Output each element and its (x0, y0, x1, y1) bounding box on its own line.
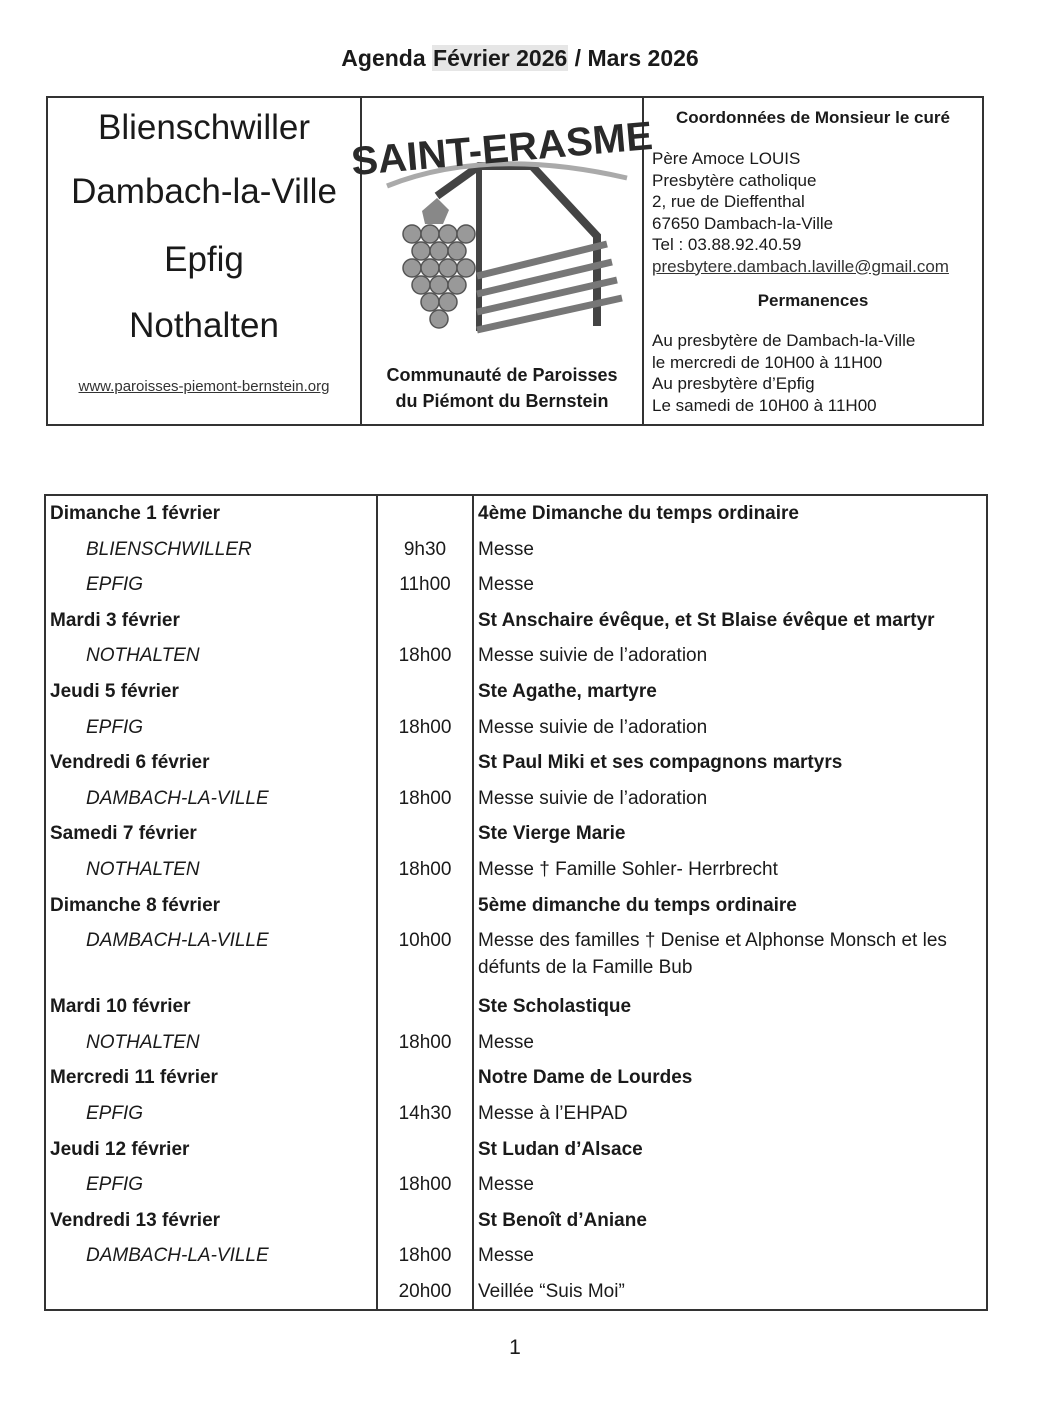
day-row (45, 495, 987, 532)
title-prefix: Agenda (341, 45, 433, 71)
service-cell: Messe (478, 538, 534, 560)
time-cell: 18h00 (377, 781, 473, 817)
mass-row (45, 1025, 987, 1061)
permanences-heading: Permanences (757, 291, 869, 310)
liturgy-cell: Ste Agathe, martyre (478, 680, 657, 702)
service-cell: Messe suivie de l’adoration (478, 716, 708, 738)
time-cell: 18h00 (377, 1238, 473, 1274)
mass-row (45, 1167, 987, 1203)
town-name: Nothalten (129, 306, 279, 345)
time-cell: 18h00 (377, 852, 473, 888)
mass-row (45, 567, 987, 603)
date-cell: Mercredi 11 février (45, 1060, 377, 1096)
date-cell: Jeudi 12 février (45, 1132, 377, 1168)
saint-erasme-logo (349, 106, 655, 351)
time-cell: 9h30 (377, 532, 473, 568)
day-row (45, 888, 987, 924)
date-cell: Vendredi 13 février (45, 1203, 377, 1239)
time-cell: 18h00 (377, 1167, 473, 1203)
mass-row (45, 1096, 987, 1132)
priest-contact: Père Amoce LOUIS Presbytère catholique 2, rue de Dieffenthal 67650 Dambach-la-Ville Tel : 03.88.92.40.59 presbytere.dambach.laville@gmail.com (652, 149, 949, 276)
page-number: 1 (509, 1336, 521, 1359)
time-cell: 14h30 (377, 1096, 473, 1132)
towns-column (48, 98, 362, 424)
community-name: Communauté de Paroisses du Piémont du Bernstein (386, 365, 618, 411)
service-cell: Messe suivie de l’adoration (478, 787, 708, 809)
place-cell: DAMBACH-LA-VILLE (45, 781, 377, 817)
date-cell: Samedi 7 février (45, 816, 377, 852)
liturgy-cell: Ste Scholastique (478, 996, 632, 1018)
time-cell: 10h00 (377, 923, 473, 989)
time-cell: 18h00 (377, 638, 473, 674)
mass-row (45, 532, 987, 568)
mass-row (45, 638, 987, 674)
liturgy-cell: St Anschaire évêque, et St Blaise évêque et martyr (478, 609, 935, 631)
day-row (45, 1060, 987, 1096)
time-cell: 20h00 (377, 1274, 473, 1311)
day-row (45, 1132, 987, 1168)
title-highlight: Février 2026 (433, 45, 568, 71)
place-cell: NOTHALTEN (45, 852, 377, 888)
town-name: Epfig (164, 240, 244, 279)
date-cell: Jeudi 5 février (45, 674, 377, 710)
date-cell: Vendredi 6 février (45, 745, 377, 781)
title-rest: / Mars 2026 (568, 45, 699, 71)
time-cell (377, 1132, 473, 1168)
liturgy-cell: 5ème dimanche du temps ordinaire (478, 894, 797, 916)
time-cell (377, 745, 473, 781)
service-cell: Messe suivie de l’adoration (478, 645, 708, 667)
day-row (45, 674, 987, 710)
mass-row (45, 852, 987, 888)
day-row (45, 1203, 987, 1239)
day-row (45, 989, 987, 1025)
date-cell: Mardi 10 février (45, 989, 377, 1025)
logo-text: SAINT-ERASME (349, 113, 655, 185)
place-cell: EPFIG (45, 567, 377, 603)
time-cell (377, 674, 473, 710)
time-cell: 18h00 (377, 710, 473, 746)
date-cell: Mardi 3 février (45, 603, 377, 639)
mass-row (45, 710, 987, 746)
mass-row (45, 923, 987, 989)
service-cell: Messe (478, 1031, 534, 1053)
page-title (0, 45, 1040, 72)
place-cell: DAMBACH-LA-VILLE (45, 923, 377, 989)
liturgy-cell: Notre Dame de Lourdes (478, 1067, 693, 1089)
liturgy-cell: 4ème Dimanche du temps ordinaire (478, 503, 799, 524)
time-cell (377, 1060, 473, 1096)
place-cell: NOTHALTEN (45, 638, 377, 674)
email-link[interactable]: presbytere.dambach.laville@gmail.com (652, 256, 949, 276)
time-cell (377, 495, 473, 532)
service-cell: Messe (478, 1174, 534, 1196)
town-name: Blienschwiller (97, 108, 311, 147)
mass-row (45, 1238, 987, 1274)
liturgy-cell: St Benoît d’Aniane (478, 1209, 647, 1231)
place-cell: EPFIG (45, 710, 377, 746)
place-cell (45, 1274, 377, 1311)
place-cell: DAMBACH-LA-VILLE (45, 1238, 377, 1274)
priest-heading: Coordonnées de Monsieur le curé (676, 108, 950, 127)
town-name: Dambach-la-Ville (71, 172, 337, 211)
liturgy-cell: Ste Vierge Marie (478, 823, 626, 845)
liturgy-cell: St Ludan d’Alsace (478, 1138, 643, 1160)
liturgy-cell: St Paul Miki et ses compagnons martyrs (478, 752, 843, 774)
service-cell: Messe (478, 1245, 534, 1267)
place-cell: EPFIG (45, 1096, 377, 1132)
time-cell: 18h00 (377, 1025, 473, 1061)
time-cell (377, 603, 473, 639)
header-box (46, 96, 984, 426)
service-cell: Messe (478, 574, 534, 596)
date-cell: Dimanche 1 février (45, 495, 377, 532)
service-cell: Messe des familles † Denise et Alphonse Monsch et les défunts de la Famille Bub (478, 930, 947, 979)
day-row (45, 816, 987, 852)
day-row (45, 603, 987, 639)
grape-icon (403, 225, 475, 328)
website-link[interactable]: www.paroisses-piemont-bernstein.org (78, 378, 330, 395)
contact-column (644, 98, 982, 424)
place-cell: BLIENSCHWILLER (45, 532, 377, 568)
time-cell (377, 888, 473, 924)
date-cell: Dimanche 8 février (45, 888, 377, 924)
service-cell: Messe à l’EHPAD (478, 1102, 628, 1124)
place-cell: NOTHALTEN (45, 1025, 377, 1061)
mass-row (45, 781, 987, 817)
time-cell (377, 989, 473, 1025)
time-cell: 11h00 (377, 567, 473, 603)
logo-column (349, 98, 655, 424)
permanences-text: Au presbytère de Dambach-la-Ville le mercredi de 10H00 à 11H00 Au presbytère d’Epfig Le samedi de 10H00 à 11H00 (652, 331, 916, 415)
schedule-table (44, 494, 988, 1311)
day-row (45, 745, 987, 781)
time-cell (377, 816, 473, 852)
time-cell (377, 1203, 473, 1239)
mass-row (45, 1274, 987, 1311)
place-cell: EPFIG (45, 1167, 377, 1203)
service-cell: Veillée “Suis Moi” (478, 1280, 625, 1302)
service-cell: Messe † Famille Sohler- Herrbrecht (478, 858, 778, 880)
